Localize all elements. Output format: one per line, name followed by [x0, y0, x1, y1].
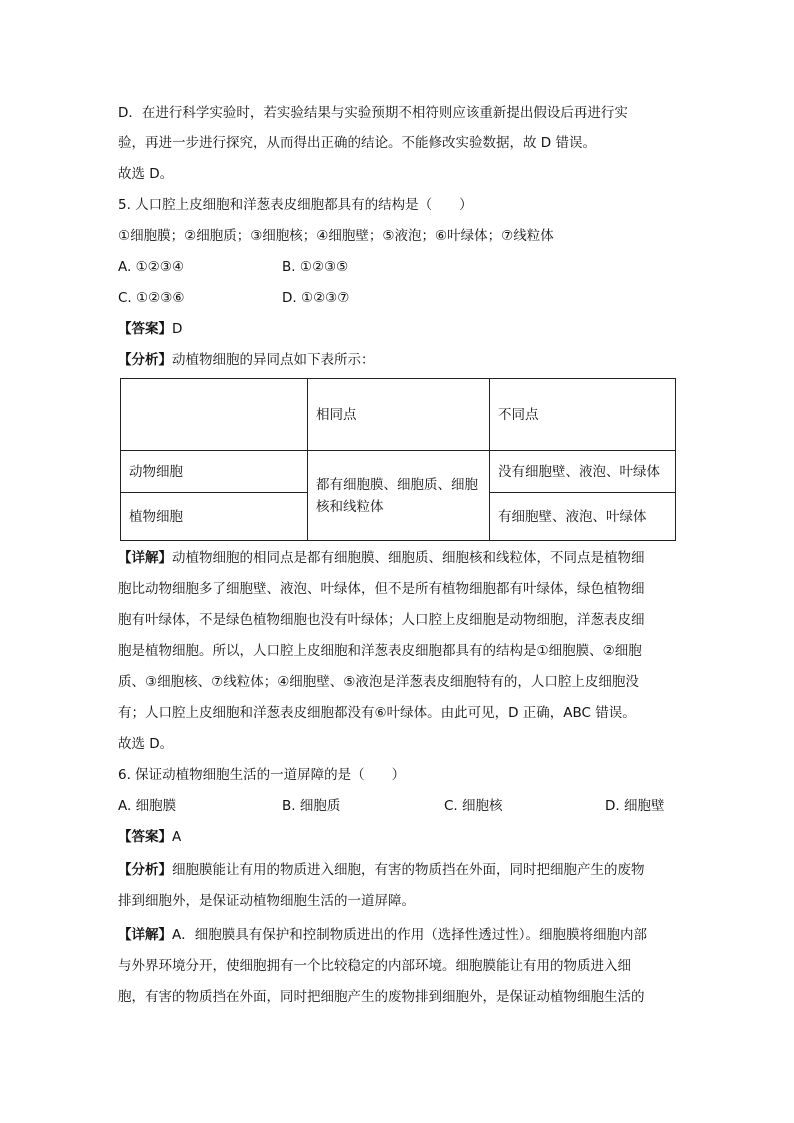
q5-detail: [118, 548, 645, 568]
detail-text: A．细胞膜具有保护和控制物质进出的作用（选择性透过性）。细胞膜将细胞内部: [172, 927, 647, 943]
q5-option-a: A. ①②③④: [118, 259, 184, 275]
q5-answer: [118, 319, 182, 339]
answer-value: A: [172, 829, 182, 845]
q5-option-b: B. ①②③⑤: [282, 259, 349, 275]
question-6: 6. 保证动植物细胞生活的一道屏障的是（ ）: [118, 767, 406, 783]
q6-analysis: [118, 860, 645, 880]
comparison-table: [120, 378, 676, 541]
text-line: 与外界环境分开，使细胞拥有一个比较稳定的内部环境。细胞膜能让有用的物质进入细: [118, 958, 631, 974]
question-5: 5. 人口腔上皮细胞和洋葱表皮细胞都具有的结构是（ ）: [118, 197, 473, 213]
analysis-text: 动植物细胞的异同点如下表所示：: [172, 352, 375, 368]
row-diff-animal: 没有细胞壁、液泡、叶绿体: [490, 451, 676, 493]
text-line: 故选 D。: [118, 736, 174, 752]
header-diff-cell: 不同点: [490, 379, 676, 451]
same-points-cell: 都有细胞膜、细胞质、细胞核和线粒体: [308, 451, 490, 541]
text-line: 验，再进一步进行探究，从而得出正确的结论。不能修改实验数据，故 D 错误。: [118, 135, 596, 151]
analysis-label: 【分析】: [118, 862, 172, 878]
detail-label: 【详解】: [118, 927, 172, 943]
text-line: 胞是植物细胞。所以，人口腔上皮细胞和洋葱表皮细胞都具有的结构是①细胞膜、②细胞: [118, 643, 642, 659]
row-label-plant: 植物细胞: [121, 493, 308, 541]
q5-option-c: C. ①②③⑥: [118, 290, 185, 306]
text-line: 有；人口腔上皮细胞和洋葱表皮细胞都没有⑥叶绿体。由此可见，D 正确，ABC 错误。: [118, 705, 636, 721]
q5-option-d: D. ①②③⑦: [282, 290, 350, 306]
row-diff-plant: 有细胞壁、液泡、叶绿体: [490, 493, 676, 541]
header-same-cell: 相同点: [308, 379, 490, 451]
answer-label: 【答案】: [118, 321, 172, 337]
q6-answer: [118, 827, 181, 847]
answer-label: 【答案】: [118, 829, 172, 845]
q6-option-c: C. 细胞核: [444, 798, 503, 814]
text-line: 胞比动物细胞多了细胞壁、液泡、叶绿体，但不是所有植物细胞都有叶绿体，绿色植物细: [118, 581, 645, 597]
row-label-animal: 动物细胞: [121, 451, 308, 493]
text-line: 排到细胞外，是保证动植物细胞生活的一道屏障。: [118, 893, 415, 909]
text-line: D．在进行科学实验时，若实验结果与实验预期不相符则应该重新提出假设后再进行实: [118, 105, 628, 121]
q6-option-d: D. 细胞壁: [605, 798, 665, 814]
detail-label: 【详解】: [118, 550, 172, 566]
text-line: 胞，有害的物质挡在外面，同时把细胞产生的废物排到细胞外，是保证动植物细胞生活的: [118, 989, 645, 1005]
q6-option-a: A. 细胞膜: [118, 798, 177, 814]
header-blank-cell: [121, 379, 308, 451]
text-line: 故选 D。: [118, 166, 174, 182]
analysis-label: 【分析】: [118, 352, 172, 368]
q6-detail: [118, 925, 647, 945]
text-line: 质、③细胞核、⑦线粒体；④细胞壁、⑤液泡是洋葱表皮细胞特有的，人口腔上皮细胞没: [118, 674, 639, 690]
q6-option-b: B. 细胞质: [282, 798, 341, 814]
analysis-text: 细胞膜能让有用的物质进入细胞，有害的物质挡在外面，同时把细胞产生的废物: [172, 862, 645, 878]
answer-value: D: [172, 321, 183, 337]
q5-analysis: [118, 350, 375, 370]
text-line: 胞有叶绿体，不是绿色植物细胞也没有叶绿体；人口腔上皮细胞是动物细胞，洋葱表皮细: [118, 612, 645, 628]
table-row: [121, 451, 676, 493]
table-header-row: [121, 379, 676, 451]
detail-text: 动植物细胞的相同点是都有细胞膜、细胞质、细胞核和线粒体，不同点是植物细: [172, 550, 645, 566]
question-5-items: ①细胞膜；②细胞质；③细胞核；④细胞壁；⑤液泡；⑥叶绿体；⑦线粒体: [118, 228, 554, 244]
